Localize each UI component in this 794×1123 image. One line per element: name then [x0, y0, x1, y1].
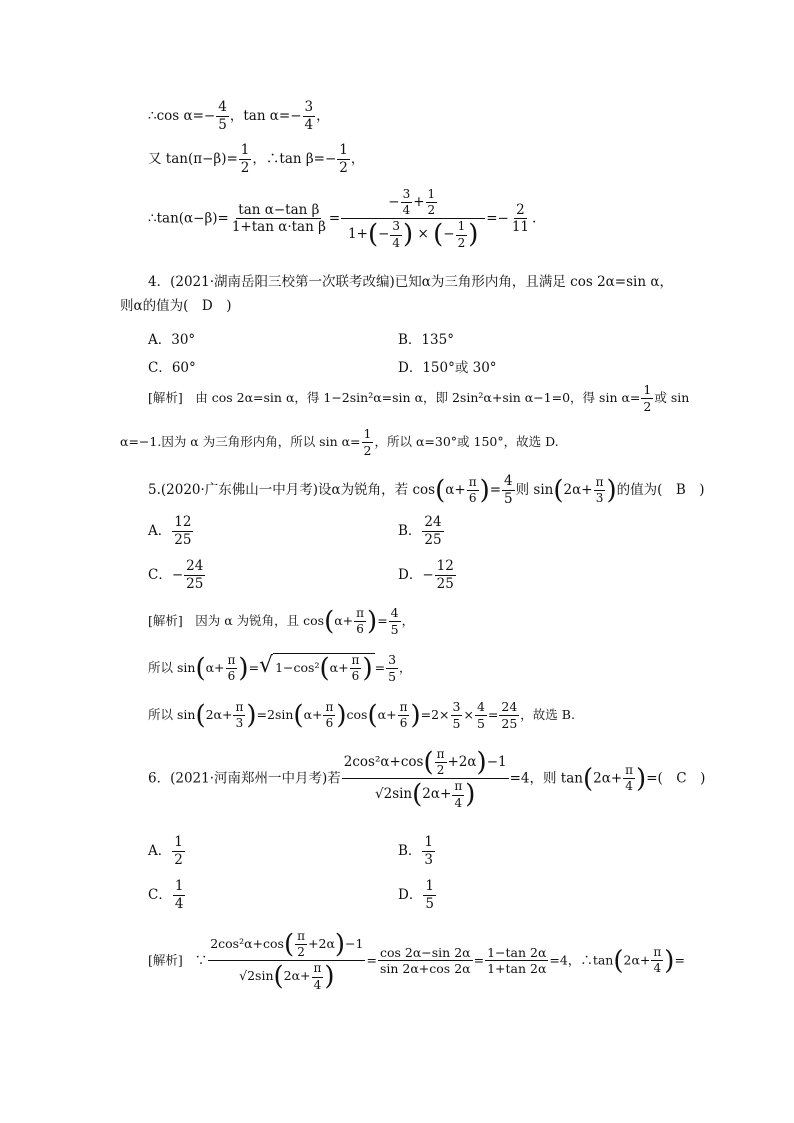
q5-choice-a[interactable]: A． $\frac{12}{25}$	[148, 514, 192, 548]
q5-choice-d[interactable]: D．− $\frac{12}{25}$	[398, 558, 454, 592]
q6-stem: 6．(2021·河南郑州一中月考)若 2cos²α+cos( $\frac{\pi}{2}$ +2α)−1 √2sin(2α+ $\frac{\pi}{4}$ ) =4，则 tan(2α+ $\frac{\pi}{4}$ )=( C )	[148, 747, 706, 811]
q4-stem: 4．(2021·湖南岳阳三校第一次联考改编)已知α为三角形内角，且满足 cos 2α=sin α，	[148, 274, 673, 290]
line-tan-alpha-minus-beta: ∴tan(α−β)= $\frac{\text{tan α−tan β}}{\text{1+tan α·tan β}}$ = − $\frac{3}{4}$ + $\frac{1}{2}$ 1+(− $\frac{3}{4}$ ) × (− $\frac{1}{2}$ ) =− $\frac{2}{11}$ .	[148, 187, 537, 251]
q6-solution: [解析] ∵ 2cos²α+cos( $\frac{\pi}{2}$ +2α)−1 √2sin(2α+ $\frac{\pi}{4}$ ) = $\frac{\cos 2\alpha-\sin 2\alpha}{\sin 2\alpha+\cos 2\alpha}$ = $\frac{1-\tan 2\alpha}{1+\tan 2\alpha}$ =4，∴tan(2α+ $\frac{\pi}{4}$ )=	[148, 929, 685, 993]
q5-stem: 5.(2020·广东佛山一中月考)设α为锐角，若 cos(α+ $\frac{\pi}{6}$ )= $\frac{4}{5}$ 则 sin(2α+ $\frac{\pi}{3}$ )的值为( B )	[148, 473, 705, 507]
q4-choice-b[interactable]: B．135°	[398, 332, 454, 348]
q5-solution-3: 所以 sin(2α+ $\frac{\pi}{3}$ )=2sin(α+ $\frac{\pi}{6}$ )cos(α+ $\frac{\pi}{6}$ )=2× $\frac{3}{5}$ × $\frac{4}{5}$ = $\frac{24}{25}$ ，故选 B.	[148, 699, 575, 731]
q4-solution-1: [解析] 由 cos 2α=sin α，得 1−2sin²α=sin α，即 2sin²α+sin α−1=0，得 sin α= $\frac{1}{2}$ 或 sin	[148, 382, 690, 414]
q4-solution-2: α=−1.因为 α 为三角形内角，所以 sin α= $\frac{1}{2}$ ，所以 α=30°或 150°，故选 D.	[120, 426, 559, 458]
q4-choice-a[interactable]: A．30°	[148, 332, 196, 348]
q5-solution-1: [解析] 因为 α 为锐角，且 cos(α+ $\frac{\pi}{6}$ )= $\frac{4}{5}$ ，	[148, 605, 415, 637]
q6-choice-a[interactable]: A． $\frac{1}{2}$	[148, 834, 183, 868]
q6-choice-b[interactable]: B． $\frac{1}{3}$	[398, 834, 434, 868]
q4-choice-d[interactable]: D．150°或 30°	[398, 360, 497, 376]
q5-solution-2: 所以 sin(α+ $\frac{\pi}{6}$ )=√ 1−cos²(α+ $\frac{\pi}{6}$ ) = $\frac{3}{5}$ ，	[148, 652, 412, 684]
q4-stem-2: 则α的值为( D )	[120, 298, 232, 314]
q6-choice-d[interactable]: D． $\frac{1}{5}$	[398, 878, 434, 912]
line-tan-beta: 又 tan(π−β)= $\frac{1}{2}$ ，∴tan β=− $\frac{1}{2}$ ，	[148, 142, 365, 176]
q5-choice-b[interactable]: B． $\frac{24}{25}$	[398, 514, 442, 548]
line-cos-tan: ∴cos α=− $\frac{4}{5}$ ，tan α=− $\frac{3}{4}$ ，	[148, 99, 330, 133]
q4-choice-c[interactable]: C．60°	[148, 360, 196, 376]
q6-choice-c[interactable]: C． $\frac{1}{4}$	[148, 878, 184, 912]
q5-choice-c[interactable]: C．− $\frac{24}{25}$	[148, 558, 204, 592]
